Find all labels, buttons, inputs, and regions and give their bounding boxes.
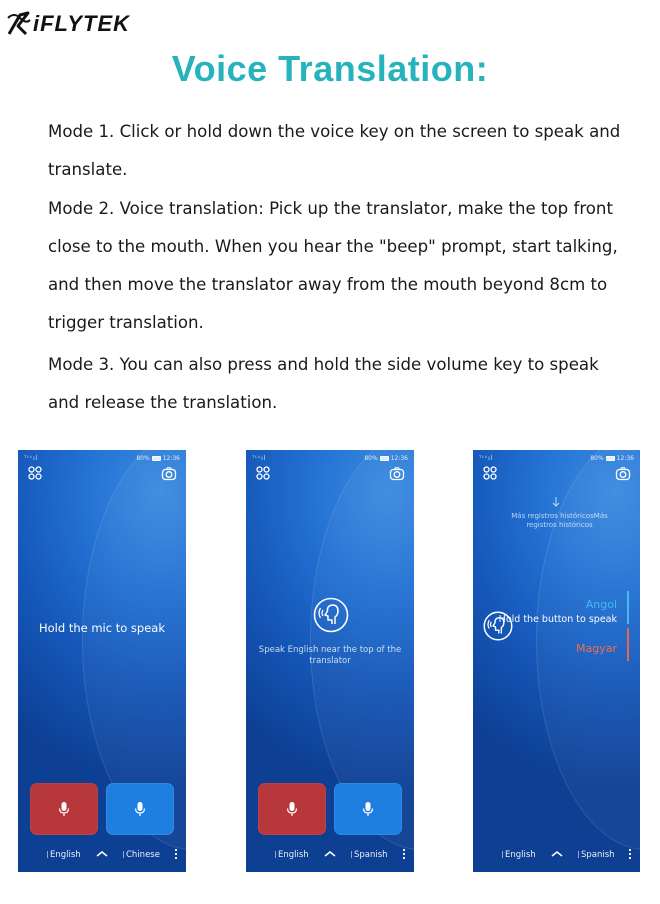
grid-icon[interactable] — [483, 466, 497, 480]
source-language-label: English — [505, 850, 536, 860]
page-title: Voice Translation: — [171, 48, 489, 89]
mic-icon — [58, 801, 70, 817]
target-language-selector[interactable] — [578, 850, 615, 860]
grid-icon[interactable] — [256, 466, 270, 480]
battery-icon — [380, 456, 389, 461]
clock: 12:36 — [390, 454, 408, 462]
chevron-up-icon[interactable] — [323, 848, 337, 860]
more-vertical-icon[interactable] — [402, 848, 406, 860]
clock: 12:36 — [162, 454, 180, 462]
target-language-label: Spanish — [354, 850, 388, 860]
right-mic-button[interactable] — [106, 783, 174, 835]
iflytek-logo-icon — [6, 10, 32, 38]
target-language-text: Magyar — [576, 642, 617, 655]
chevron-up-icon[interactable] — [550, 848, 564, 860]
source-language-label: English — [278, 850, 309, 860]
source-language-text: Angol — [585, 598, 617, 611]
target-language-selector[interactable] — [351, 850, 388, 860]
battery-icon — [152, 456, 161, 461]
source-language-label: English — [50, 850, 81, 860]
grid-icon[interactable] — [28, 466, 42, 480]
speaker-face-icon — [313, 597, 349, 633]
signal-indicator: ᵀᴸᵗıl — [24, 454, 39, 462]
speak-hint-text: Speak English near the top of the translator — [258, 645, 402, 666]
target-language-label: Chinese — [126, 850, 160, 860]
camera-icon[interactable] — [389, 466, 405, 482]
target-indicator-bar — [627, 628, 629, 661]
status-bar — [252, 453, 408, 463]
status-bar — [479, 453, 634, 463]
source-indicator-bar — [627, 591, 629, 624]
hold-button-text: Hold the button to speak — [498, 614, 617, 625]
mode3-text: Mode 3. You can also press and hold the side volume key to speak and release the translation. — [48, 355, 599, 412]
mode1-text: Mode 1. Click or hold down the voice key on the screen to speak and translate. — [48, 122, 621, 179]
phone-screen-1 — [18, 450, 186, 872]
mic-icon — [362, 801, 374, 817]
down-arrow-icon[interactable] — [551, 496, 561, 508]
mic-icon — [134, 801, 146, 817]
battery-icon — [606, 456, 615, 461]
source-language-selector[interactable] — [47, 850, 81, 860]
battery-level: 80% — [136, 454, 150, 462]
language-bar — [246, 848, 414, 864]
signal-indicator: ᵀᴸᵗıl — [252, 454, 267, 462]
target-language-selector[interactable] — [123, 850, 160, 860]
camera-icon[interactable] — [615, 466, 631, 482]
more-history-link[interactable]: Más registros históricosMás registros históricos — [511, 512, 608, 529]
source-language-selector[interactable] — [275, 850, 309, 860]
signal-indicator: ᵀᴸᵗıl — [479, 454, 494, 462]
mode2-text: Mode 2. Voice translation: Pick up the translator, make the top front close to the mouth. When you hear the "beep" prompt, start talking, and then move the translator away from the mouth beyond 8cm to trigger translation. — [48, 199, 618, 332]
more-vertical-icon[interactable] — [628, 848, 632, 860]
left-mic-button[interactable] — [30, 783, 98, 835]
camera-icon[interactable] — [161, 466, 177, 482]
right-mic-button[interactable] — [334, 783, 402, 835]
brand-logo — [6, 8, 130, 40]
left-mic-button[interactable] — [258, 783, 326, 835]
clock: 12:36 — [616, 454, 634, 462]
chevron-up-icon[interactable] — [95, 848, 109, 860]
battery-level: 80% — [590, 454, 604, 462]
mic-icon — [286, 801, 298, 817]
source-language-selector[interactable] — [502, 850, 536, 860]
status-bar — [24, 453, 180, 463]
language-bar — [473, 848, 640, 864]
language-bar — [18, 848, 186, 864]
hold-mic-text: Hold the mic to speak — [38, 621, 165, 635]
phone-screen-2 — [246, 450, 414, 872]
phone-screen-3 — [473, 450, 640, 872]
battery-level: 80% — [364, 454, 378, 462]
target-language-label: Spanish — [581, 850, 615, 860]
brand-logo-text: iFLYTEK — [33, 11, 131, 36]
more-vertical-icon[interactable] — [174, 848, 178, 860]
